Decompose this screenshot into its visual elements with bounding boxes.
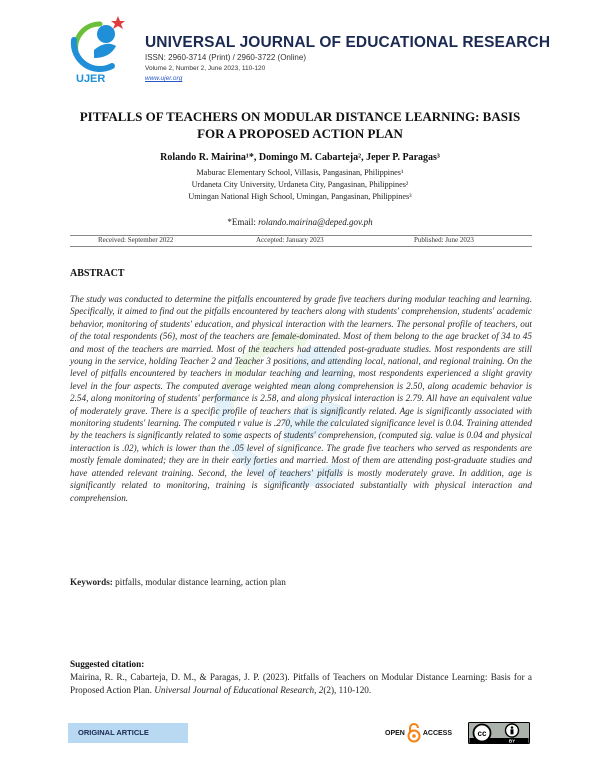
paper-title xyxy=(70,108,530,142)
email-label: *Email: xyxy=(227,217,259,227)
date-divider-bottom xyxy=(70,246,532,247)
logo-text: UJER xyxy=(76,73,106,85)
journal-logo xyxy=(64,10,136,86)
keywords-label: Keywords: xyxy=(70,577,113,587)
svg-text:cc: cc xyxy=(477,729,487,738)
volume-line: Volume 2, Number 2, June 2023, 110-120 xyxy=(145,65,266,72)
abstract-heading: ABSTRACT xyxy=(70,268,125,279)
published-date: Published: June 2023 xyxy=(414,236,474,244)
citation-heading: Suggested citation: xyxy=(70,659,145,669)
article-type-label: ORIGINAL ARTICLE xyxy=(78,728,149,737)
keywords-line xyxy=(70,577,532,587)
affiliation-2: Urdaneta City University, Urdaneta City, Pangasinan, Philippines² xyxy=(191,180,409,189)
title-line-1: PITFALLS OF TEACHERS ON MODULAR DISTANCE LEARNING: BASIS xyxy=(79,109,521,124)
accepted-date: Accepted: January 2023 xyxy=(256,236,324,244)
cc-by-icon xyxy=(468,722,530,744)
open-access-left-text: OPEN xyxy=(385,729,405,737)
contact-email xyxy=(70,217,530,227)
open-access-lock-icon xyxy=(407,723,421,743)
ujer-logo-icon xyxy=(64,10,136,86)
journal-title: UNIVERSAL JOURNAL OF EDUCATIONAL RESEARCH xyxy=(145,34,551,51)
cc-by-label: BY xyxy=(508,738,516,744)
citation-main: Mairina, R. R., Cabarteja, D. M., & Paragas, J. P. (2023). Pitfalls of Teachers on Modular Distance Learning: Basis for a Proposed Action Plan. xyxy=(70,672,532,695)
author-list: Rolando R. Mairina¹*, Domingo M. Cabarteja², Jeper P. Paragas³ xyxy=(160,152,440,163)
open-access-badge xyxy=(385,722,452,744)
journal-url-link[interactable]: www.ujer.org xyxy=(145,75,183,82)
citation-issue: (2), 110-120. xyxy=(323,685,372,695)
affiliation-3: Umingan National High School, Umingan, Pangasinan, Philippines³ xyxy=(188,192,412,201)
keywords-values: pitfalls, modular distance learning, action plan xyxy=(112,577,286,587)
citation-journal: Universal Journal of Educational Research, 2 xyxy=(154,685,324,695)
email-address-link[interactable]: rolando.mairina@deped.gov.ph xyxy=(258,217,373,227)
citation-text xyxy=(70,671,532,697)
cc-by-license-badge[interactable] xyxy=(468,722,530,744)
received-date: Received: September 2022 xyxy=(98,236,174,244)
open-access-right-text: ACCESS xyxy=(422,729,453,737)
abstract-text: The study was conducted to determine the pitfalls encountered by grade five teachers during modular teaching and learning. Specifically, it aimed to find out the pitfalls encountered by teachers along with students' comprehension, students' academic behavior, monitoring of students' education, and physical interaction with the learners. The personal profile of teachers, out of the total respondents (56), most of the teachers are female-dominated. Most of them belong to the age bracket of 34 to 45 and most of the teachers are married. Most of the teachers had attended post-graduate studies. Most respondents are still young in the service, holding Teacher 2 and Teacher 3 positions, and attending local, national, and regional training. On the level of pitfalls encountered by teachers in modular teaching and learning, most respondents experienced a slight gravity level in the four aspects. The computed average weighted mean along comprehension is 2.50, along academic behavior is 2.54, along monitoring of students' performance is 2.58, and along physical interaction is 2.79. All have an equivalent value of moderately grave. There is a specific profile of teachers that is significantly related. Age is significantly associated with monitoring students' learning. The computed r value is .270, while the calculated significance level is 0.04. Training attended by the teachers is significantly related to some aspects of students' comprehension, (computed sig. value is 0.04 and physical interaction is .02), which is lower than the .05 level of significance. The grade five teachers who served as respondents are mostly female dominated; they are in their early forties and married. Most of them are attending post-graduate studies and have attended relevant training. Second, the level of teachers' pitfalls is mostly moderately grave. In addition, age is significantly related to monitoring, training is significantly associated substantially with physical interaction and comprehension. xyxy=(70,294,532,503)
title-line-2: FOR A PROPOSED ACTION PLAN xyxy=(197,126,403,141)
affiliation-1: Maburac Elementary School, Villasis, Pangasinan, Philippines¹ xyxy=(196,168,404,177)
issn-line: ISSN: 2960-3714 (Print) / 2960-3722 (Online) xyxy=(145,53,306,62)
